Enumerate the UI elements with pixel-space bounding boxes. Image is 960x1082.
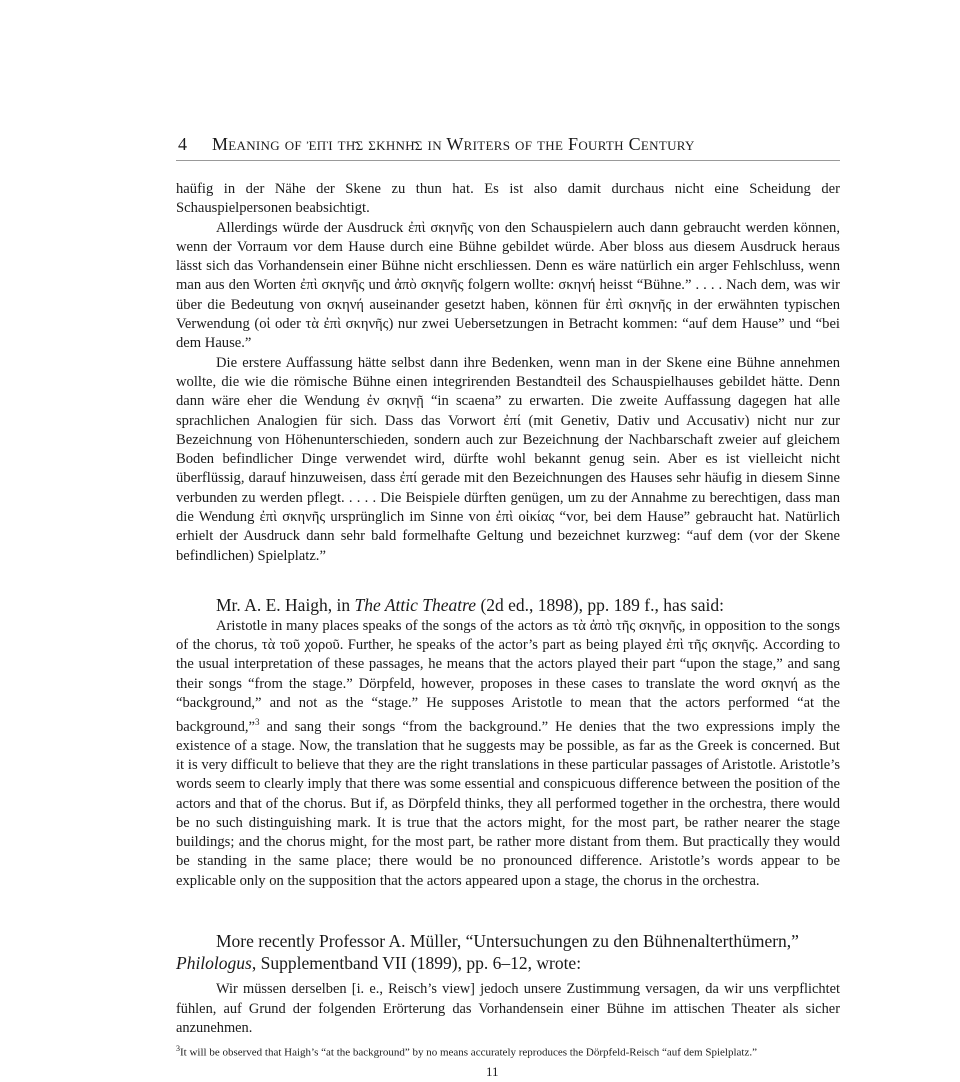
footnote: [176, 1042, 840, 1060]
citation-work-title: The Attic Theatre: [354, 595, 477, 615]
quote-paragraph: Wir müssen derselben [i. e., Reisch’s view] jedoch unsere Zustimmung versagen, da wir uns verpflichtet fühlen, auf Grund der folgenden Erörterung das Vorhandensein einer Bühne im attischen Theater als sicher anzunehmen.: [176, 981, 840, 1036]
german-quotation-2: [176, 980, 840, 1039]
citation-details: (2d ed., 1898), pp. 189 f., has said:: [476, 595, 724, 615]
quote-paragraph: [176, 617, 840, 891]
muller-citation-heading: [176, 930, 840, 974]
quote-text: Aristotle in many places speaks of the songs of the actors as τὰ ἀπὸ τῆς σκηνῆς, in opposition to the songs of the chorus, τὰ τοῦ χοροῦ. Further, he speaks of the actor’s part as being played ἐπὶ τῆς σκηνῆς. According to the usual interpretation of these passages, he means that the actors played their part “upon the stage,” and sang their songs “from the stage.” Dörpfeld, however, proposes in these cases to translate the word σκηνή as the “background,” and not as the “stage.” He supposes Aristotle to mean that the actors performed “at the background,”: [176, 618, 840, 735]
quote-paragraph: Die erstere Auffassung hätte selbst dann ihre Bedenken, wenn man in der Skene eine Bühne annehmen wollte, die wie die römische Bühne einen integrirenden Bestandteil des Schauspielhauses gebildet hätte. Denn dann wäre eher die Wendung ἐν σκηνῇ “in scaena” zu erwarten. Die zweite Auffassung dagegen hat alle sprachlichen Analogien für sich. Dass das Vorwort ἐπί (mit Genetiv, Dativ und Accusativ) nicht nur zur Bezeichnung von Höhenunterschieden, sondern auch zur Bezeichnung der Nachbarschaft zweier auf gleichem Boden befindlicher Dinge verwendet wird, dürfte wohl bekannt genug sein. Aber es ist vielleicht nicht überflüssig, darauf hinzuweisen, dass ἐπί gerade mit den Bezeichnungen des Hauses sehr häufig in diesem Sinne verbunden zu werden pflegt. . . . . Die Beispiele dürften genügen, um zu der Annahme zu berechtigen, dass man die Wendung ἐπὶ σκηνῆς ursprünglich im Sinne von ἐπὶ οἰκίας “vor, bei dem Hause” gebraucht hat. Natürlich erhielt der Ausdruck dann sehr bald formelhafte Geltung und bezeichnet kurzweg: “auf dem (vor der Skene befindlichen) Spielplatz.”: [176, 354, 840, 564]
citation-author: Mr. A. E. Haigh, in: [216, 595, 355, 615]
haigh-quotation: [176, 617, 840, 891]
haigh-citation-heading: [216, 594, 840, 616]
footnote-text: It will be observed that Haigh’s “at the background” by no means accurately reproduces the Dörpfeld-Reisch “auf dem Spielplatz.”: [180, 1046, 757, 1059]
quote-text-continued: and sang their songs “from the background.” He denies that the two expressions imply the existence of a stage. Now, the translation that he suggests may be possible, as far as the Greek is concerned. But it is very difficult to believe that they are the right translations in these particular passages of Aristotle. Aristotle’s words seem to clearly imply that there was some essential and conspicuous difference between the position of the actors and that of the chorus. But if, as Dörpfeld thinks, they all performed together in the orchestra, there would be no such distinguishing mark. It is true that the actors might, for the most part, be rather nearer the stage buildings; and the chorus might, for the most part, be rather more distant from them. But practically they would be standing in the same place; there would be no pronounced difference. Aristotle’s words appear to be explicable only on the supposition that the actors appeared upon a stage, the chorus in the orchestra.: [176, 718, 840, 889]
footnote-reference: 3: [255, 717, 260, 728]
citation-line-1: More recently Professor A. Müller, “Untersuchungen zu den Bühnenalterthümern,”: [216, 931, 799, 951]
running-header: [178, 134, 838, 155]
signature-mark: 11: [486, 1064, 499, 1079]
quote-paragraph: Allerdings würde der Ausdruck ἐπὶ σκηνῆς von den Schauspielern auch dann gebraucht werden können, wenn der Vorraum vor dem Hause durch eine Bühne gebildet würde. Aber bloss aus diesem Ausdruck heraus lässt sich das Vorhandensein einer Bühne nicht erschliessen. Denn es wäre natürlich ein arger Fehlschluss, wenn man aus den Worten ἐπὶ σκηνῆς und ἀπὸ σκηνῆς folgern wollte: σκηνή heisst “Bühne.” . . . . Nach dem, was wir über die Bedeutung von σκηνή auseinander gesetzt haben, können für ἐπὶ σκηνῆς in der erwähnten typischen Verwendung (οἱ oder τὰ ἐπὶ σκηνῆς) nur zwei Uebersetzungen in Betracht kommen: “auf dem Hause” und “bei dem Hause.”: [176, 219, 840, 352]
footnote-mark: 3: [176, 1044, 180, 1053]
running-title: Meaning of ἐπὶ τῆς σκηνῆς in Writers of the Fourth Century: [212, 134, 695, 154]
citation-line-2: [176, 952, 840, 974]
quote-paragraph: haüfig in der Nähe der Skene zu thun hat. Es ist also damit durchaus nicht eine Scheidung der Schauspielpersonen beabsichtigt.: [176, 181, 840, 217]
page-number: 4: [178, 134, 188, 154]
german-quotation-1: [176, 180, 840, 566]
header-rule: [176, 160, 840, 161]
citation-details: , Supplementband VII (1899), pp. 6–12, wrote:: [251, 953, 582, 973]
citation-journal: Philologus: [176, 953, 252, 973]
